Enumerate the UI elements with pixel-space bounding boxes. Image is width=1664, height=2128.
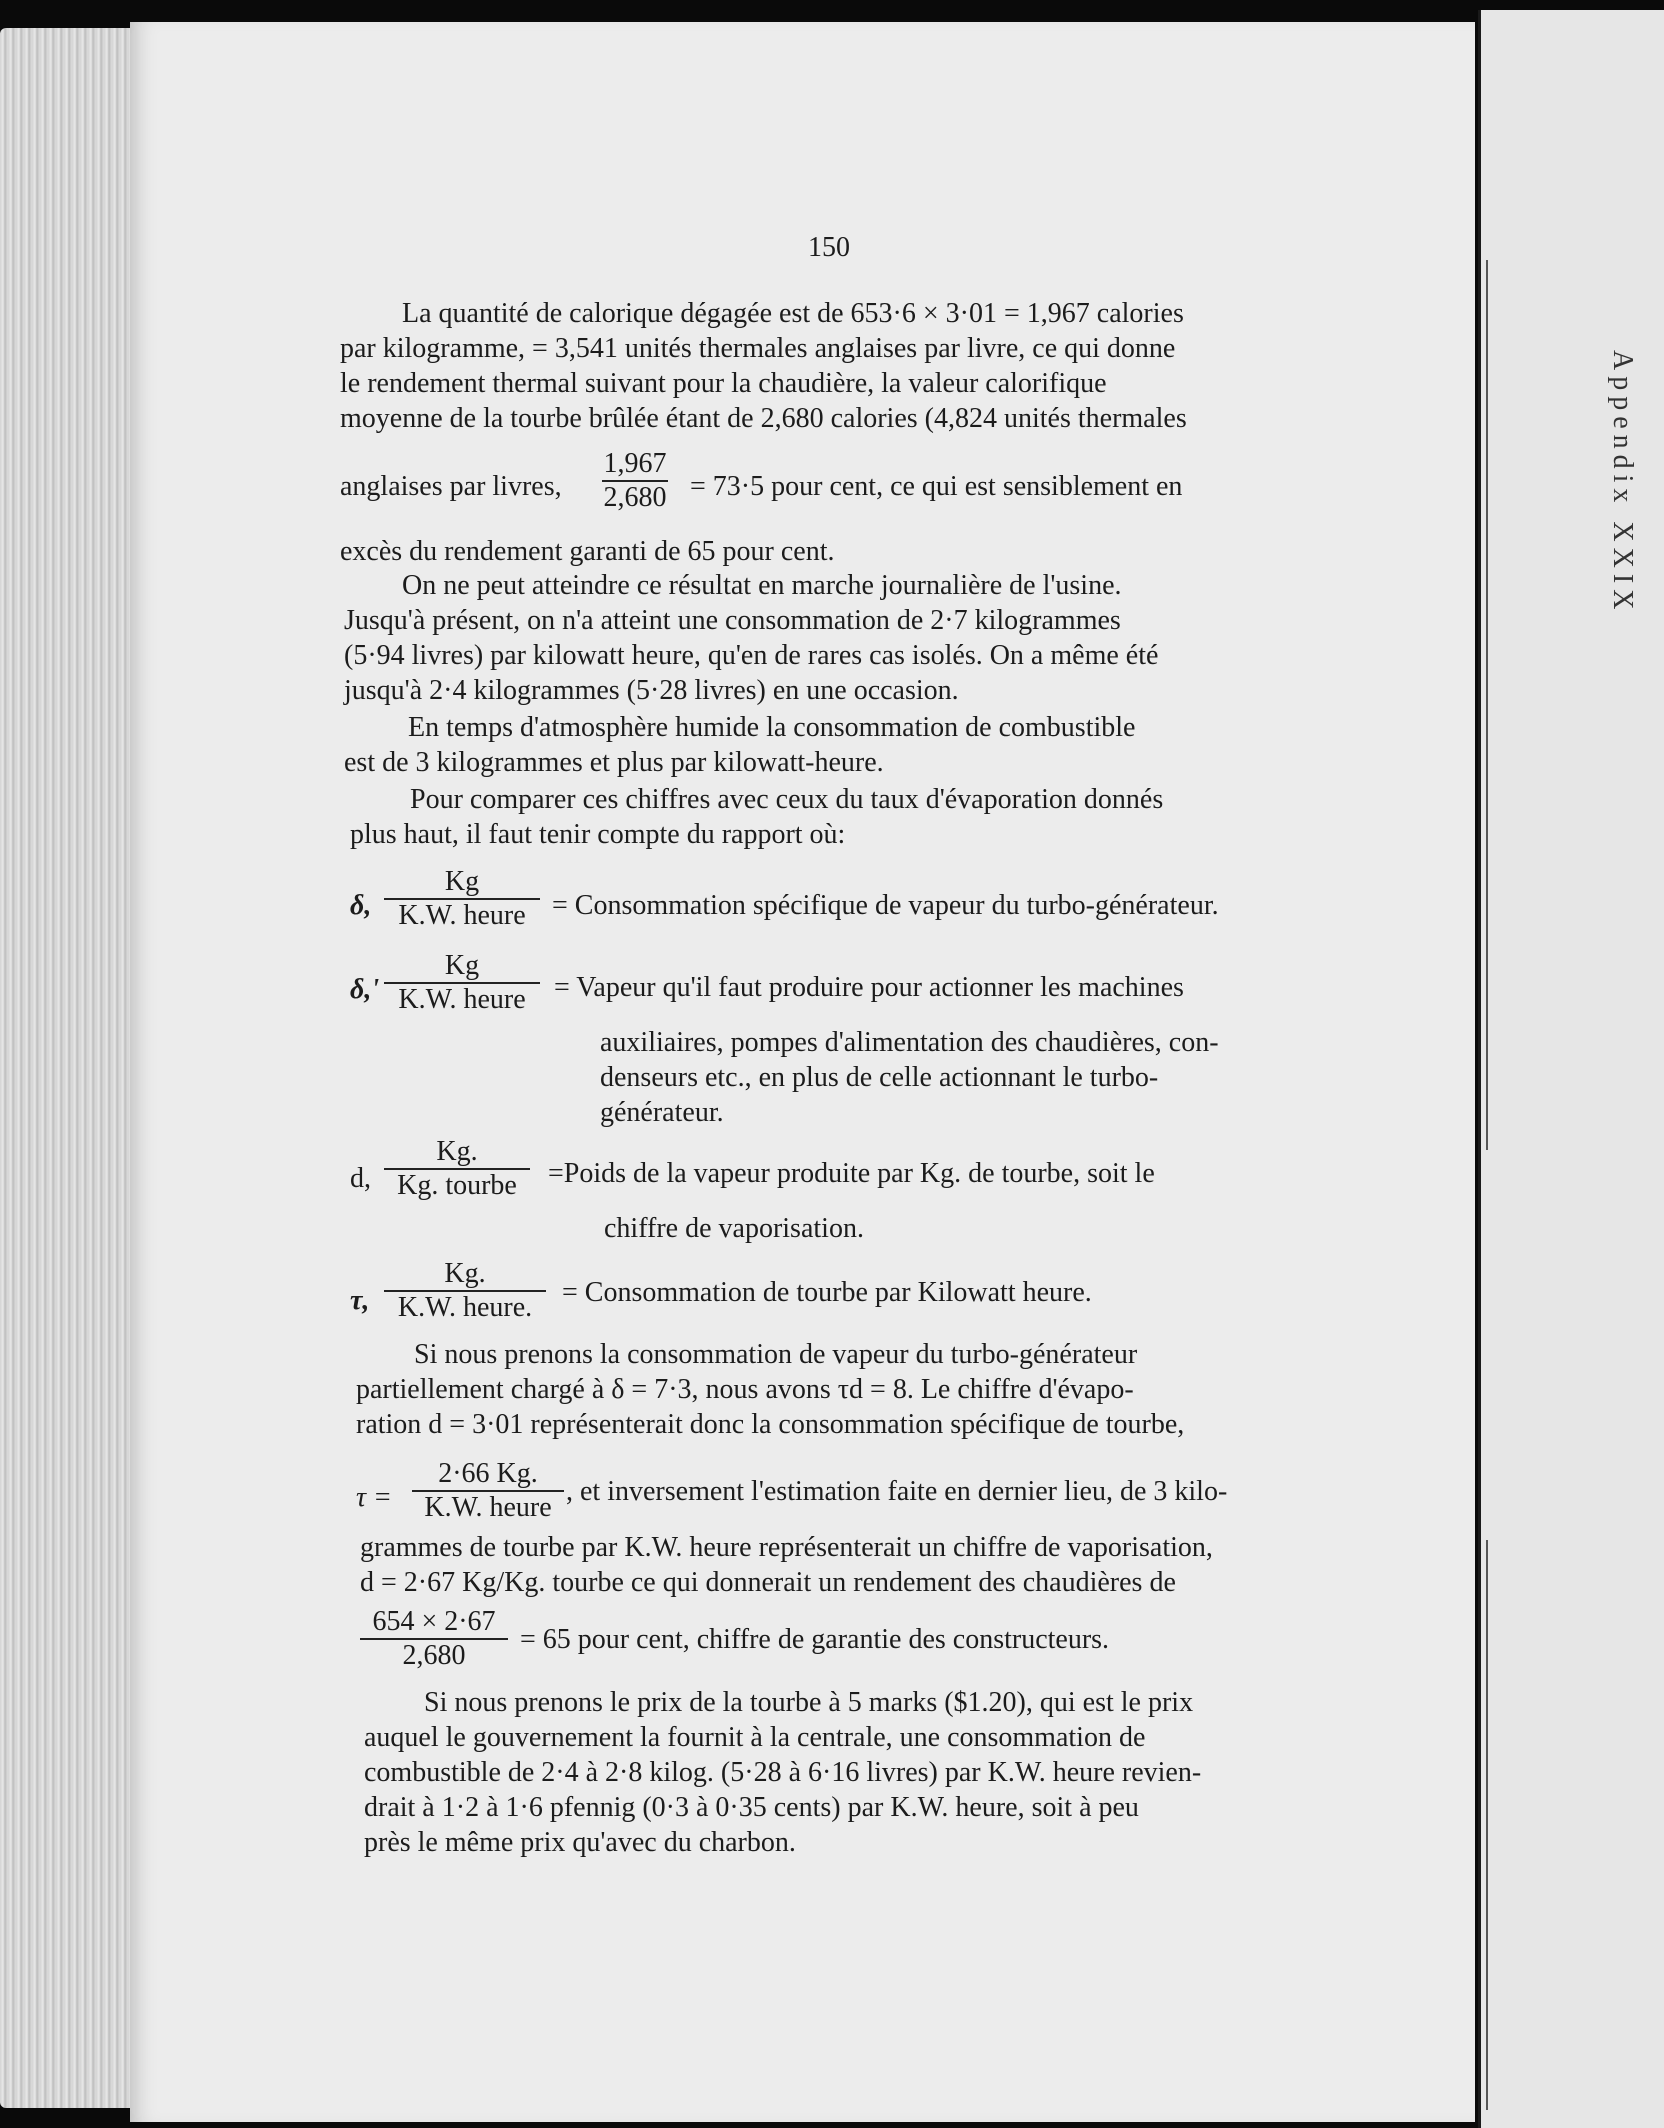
fraction-delta: Kg K.W. heure — [384, 866, 540, 932]
text-line: Si nous prenons le prix de la tourbe à 5 marks ($1.20), qui est le prix — [424, 1687, 1194, 1718]
text-line: En temps d'atmosphère humide la consommation de combustible — [408, 712, 1136, 743]
text-line: d = 2·67 Kg/Kg. tourbe ce qui donnerait un rendement des chaudières de — [360, 1567, 1176, 1598]
definition-text: = Vapeur qu'il faut produire pour actionner les machines — [554, 972, 1184, 1003]
definition-text: auxiliaires, pompes d'alimentation des chaudières, con- — [600, 1027, 1219, 1058]
text-line: auquel le gouvernement la fournit à la centrale, une consommation de — [364, 1722, 1146, 1753]
definition-text: chiffre de vaporisation. — [604, 1213, 864, 1244]
text-line: = 73·5 pour cent, ce qui est sensiblement en — [690, 471, 1183, 502]
text-line: grammes de tourbe par K.W. heure représenterait un chiffre de vaporisation, — [360, 1532, 1213, 1563]
definition-text: denseurs etc., en plus de celle actionnant le turbo- — [600, 1062, 1159, 1093]
fraction-delta-prime: Kg K.W. heure — [384, 950, 540, 1016]
text-line: drait à 1·2 à 1·6 pfennig (0·3 à 0·35 cents) par K.W. heure, soit à peu — [364, 1792, 1139, 1823]
text-line: par kilogramme, = 3,541 unités thermales anglaises par livre, ce qui donne — [340, 333, 1176, 364]
text-line: anglaises par livres, — [340, 471, 562, 502]
symbol-delta: δ, — [350, 890, 372, 921]
text-line: , et inversement l'estimation faite en dernier lieu, de 3 kilo- — [566, 1476, 1228, 1507]
page-number: 150 — [808, 232, 850, 263]
definition-text: =Poids de la vapeur produite par Kg. de tourbe, soit le — [548, 1158, 1155, 1189]
text-line: = 65 pour cent, chiffre de garantie des constructeurs. — [520, 1624, 1110, 1655]
text-line: ration d = 3·01 représenterait donc la consommation spécifique de tourbe, — [356, 1409, 1185, 1440]
definition-text: = Consommation spécifique de vapeur du turbo-générateur. — [552, 890, 1219, 921]
definition-text: = Consommation de tourbe par Kilowatt heure. — [562, 1277, 1092, 1308]
fraction-tau-value: 2·66 Kg. K.W. heure — [412, 1458, 564, 1524]
text-line: La quantité de calorique dégagée est de 653·6 × 3·01 = 1,967 calories — [402, 298, 1184, 329]
fraction-efficiency: $\frac{1,967}{2,680}$ — [603, 448, 667, 513]
text-line: On ne peut atteindre ce résultat en marche journalière de l'usine. — [402, 570, 1122, 601]
symbol-delta-prime: δ,' — [350, 974, 380, 1005]
text-line: près le même prix qu'avec du charbon. — [364, 1827, 796, 1858]
symbol-tau: τ, — [350, 1285, 370, 1316]
page-edge-marks — [1481, 10, 1664, 2128]
facing-page-edge — [1478, 10, 1664, 2128]
fraction-rendement: $\frac{654 \times 2\cdot 67}{2,680}$ — [360, 1606, 508, 1672]
text-line: jusqu'à 2·4 kilogrammes (5·28 livres) en une occasion. — [344, 675, 959, 706]
running-head: Appendix XXIX — [1607, 350, 1638, 616]
text-line: excès du rendement garanti de 65 pour cent. — [340, 536, 835, 567]
definition-text: générateur. — [600, 1097, 724, 1128]
text-line: Pour comparer ces chiffres avec ceux du taux d'évaporation donnés — [410, 784, 1164, 815]
text-line: plus haut, il faut tenir compte du rapport où: — [350, 819, 846, 850]
text-line: Jusqu'à présent, on n'a atteint une consommation de 2·7 kilogrammes — [344, 605, 1121, 636]
text-line: le rendement thermal suivant pour la chaudière, la valeur calorifique — [340, 368, 1107, 399]
text-line: τ = — [356, 1482, 392, 1513]
fraction-tau: Kg. K.W. heure. — [384, 1258, 546, 1324]
symbol-d: d, — [350, 1163, 371, 1194]
book-page-edges — [0, 28, 140, 2108]
text-line: combustible de 2·4 à 2·8 kilog. (5·28 à 6·16 livres) par K.W. heure revien- — [364, 1757, 1202, 1788]
text-line: Si nous prenons la consommation de vapeur du turbo-générateur — [414, 1339, 1138, 1370]
text-line: moyenne de la tourbe brûlée étant de 2,680 calories (4,824 unités thermales — [340, 403, 1187, 434]
text-line: (5·94 livres) par kilowatt heure, qu'en de rares cas isolés. On a même été — [344, 640, 1159, 671]
text-line: est de 3 kilogrammes et plus par kilowatt-heure. — [344, 747, 884, 778]
fraction-d: Kg. Kg. tourbe — [384, 1136, 530, 1202]
text-line: partiellement chargé à δ = 7·3, nous avons τd = 8. Le chiffre d'évapo- — [356, 1374, 1134, 1405]
